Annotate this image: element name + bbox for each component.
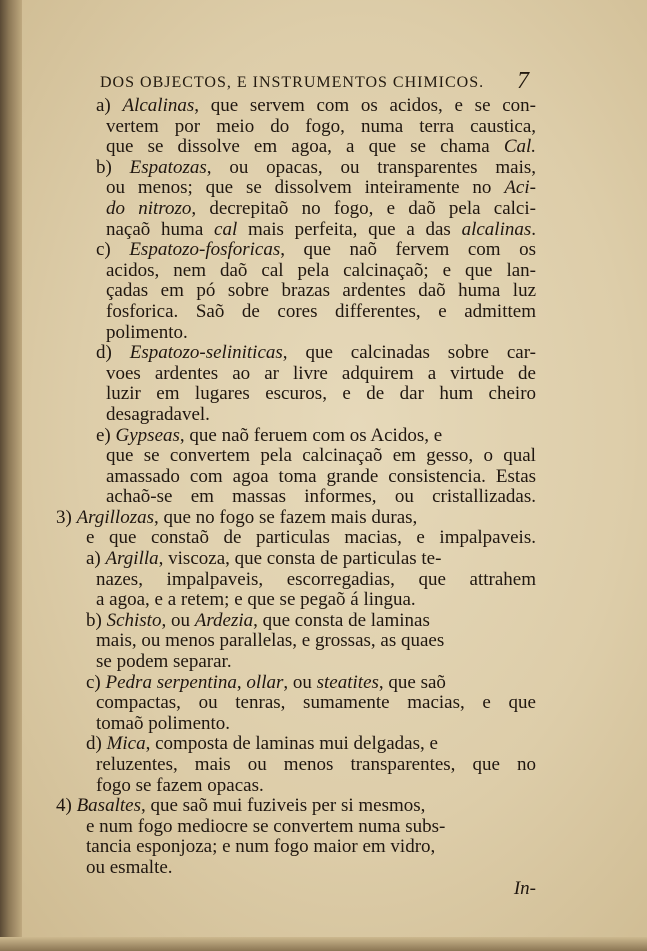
running-head: DOS OBJECTOS, E INSTRUMENTOS CHIMICOS. bbox=[100, 74, 485, 91]
text-line bbox=[56, 281, 536, 302]
text-run: b) bbox=[96, 156, 130, 178]
italic-term: cal bbox=[214, 218, 238, 240]
text-run: e num fogo mediocre se convertem numa subs- bbox=[86, 815, 446, 837]
text-run: e que constaõ de particulas macias, e impalpaveis. bbox=[86, 527, 536, 549]
text-line bbox=[56, 158, 536, 179]
text-run: , que saõ mui fuziveis per si mesmos, bbox=[140, 795, 426, 817]
text-line bbox=[56, 755, 536, 776]
text-line bbox=[56, 858, 536, 879]
text-run: fosforica. Saõ de cores differentes, e admittem bbox=[106, 300, 536, 322]
text-line bbox=[56, 776, 536, 797]
italic-term: Basaltes bbox=[76, 795, 141, 817]
text-run: a) bbox=[96, 95, 123, 116]
text-run: çadas em pó sobre brazas ardentes daõ huma luz bbox=[106, 280, 536, 302]
text-run: que se convertem pela calcinaçaõ em gesso, o qual bbox=[106, 445, 536, 467]
text-line bbox=[56, 96, 536, 117]
text-run: , ou opacas, ou transparentes mais, bbox=[206, 156, 537, 178]
text-run: vertem por meio do fogo, numa terra caustica, bbox=[106, 115, 537, 137]
text-run: acidos, nem daõ cal pela calcinaçaõ; e que lan- bbox=[106, 259, 536, 281]
italic-term: steatites bbox=[316, 671, 379, 693]
text-line bbox=[56, 734, 536, 755]
text-line bbox=[56, 714, 536, 735]
text-line bbox=[56, 508, 536, 529]
text-line bbox=[56, 611, 536, 632]
italic-term: Schisto bbox=[106, 609, 162, 631]
catchword: In- bbox=[513, 877, 536, 899]
italic-term: Ardezia bbox=[194, 609, 254, 631]
italic-term: Espatozo-fosforicas bbox=[129, 239, 281, 261]
text-line bbox=[56, 426, 536, 447]
text-run: e) bbox=[96, 424, 116, 446]
text-run: amassado com agoa toma grande consistencia. Estas bbox=[106, 465, 537, 487]
italic-term: alcalinas bbox=[461, 218, 532, 240]
text-run: , que saõ bbox=[378, 671, 446, 693]
text-run: , composta de laminas mui delgadas, e bbox=[145, 733, 438, 755]
text-run: ou esmalte. bbox=[86, 856, 173, 878]
text-line bbox=[56, 302, 536, 323]
text-line bbox=[56, 323, 536, 344]
text-run: mais perfeita, que a das bbox=[237, 218, 462, 240]
text-run: , que consta de laminas bbox=[253, 609, 430, 631]
text-run: achaõ-se em massas informes, ou cristallizadas. bbox=[106, 486, 537, 508]
italic-term: Argilla bbox=[105, 548, 159, 570]
body-text bbox=[56, 95, 537, 899]
text-line bbox=[56, 652, 536, 673]
text-line bbox=[56, 364, 536, 385]
text-run: nazes, impalpaveis, escorregadias, que attrahem bbox=[96, 568, 536, 590]
italic-term: Espatozas bbox=[129, 156, 207, 178]
text-run: a agoa, e a retem; e que se pegaõ á lingua. bbox=[96, 589, 416, 611]
italic-term: do nitrozo bbox=[106, 197, 192, 219]
italic-term: Pedra serpentina bbox=[105, 671, 237, 693]
page-bottom-edge bbox=[0, 937, 647, 951]
text-line bbox=[56, 199, 536, 220]
text-run: a) bbox=[86, 548, 106, 570]
text-run: tancia esponjoza; e num fogo maior em vidro, bbox=[86, 836, 436, 858]
text-run: . bbox=[531, 218, 536, 240]
text-run: c) bbox=[96, 239, 130, 261]
text-run: , ou bbox=[283, 671, 317, 693]
text-run: voes ardentes ao ar livre adquirem a virtude de bbox=[106, 362, 536, 384]
text-line bbox=[56, 817, 536, 838]
text-line bbox=[56, 240, 536, 261]
text-run: d) bbox=[86, 733, 107, 755]
text-run: , que naõ fervem com os bbox=[280, 239, 536, 261]
text-run: d) bbox=[96, 342, 130, 364]
italic-term: Argillozas bbox=[76, 506, 154, 528]
italic-term: Cal. bbox=[503, 136, 537, 158]
text-line bbox=[56, 220, 536, 241]
text-run: , viscoza, que consta de particulas te- bbox=[158, 548, 442, 570]
text-run: desagradavel. bbox=[106, 403, 210, 425]
text-line bbox=[56, 631, 536, 652]
text-run: mais, ou menos parallelas, e grossas, as quaes bbox=[96, 630, 445, 652]
text-run: , que calcinadas sobre car- bbox=[282, 342, 536, 364]
text-run: compactas, ou tenras, sumamente macias, e que bbox=[96, 692, 536, 714]
text-line bbox=[56, 178, 536, 199]
text-line bbox=[56, 446, 536, 467]
text-run: , que servem com os acidos, e se con- bbox=[194, 95, 536, 116]
text-run: se podem separar. bbox=[96, 651, 232, 673]
italic-term: Aci- bbox=[504, 177, 536, 199]
text-line bbox=[56, 467, 536, 488]
text-line bbox=[56, 693, 536, 714]
text-line bbox=[56, 837, 536, 858]
italic-term: ollar bbox=[246, 671, 284, 693]
text-run: , que no fogo se fazem mais duras, bbox=[154, 506, 418, 528]
text-run: , ou bbox=[161, 609, 195, 631]
text-line bbox=[56, 590, 536, 611]
text-run: , que naõ feruem com os Acidos, e bbox=[179, 424, 443, 446]
text-line bbox=[56, 261, 536, 282]
text-line bbox=[56, 528, 536, 549]
text-line bbox=[56, 384, 536, 405]
text-run: tomaõ polimento. bbox=[96, 712, 231, 734]
text-run: 3) bbox=[56, 506, 77, 528]
italic-term: Alcalinas bbox=[122, 95, 195, 116]
text-run: reluzentes, mais ou menos transparentes, que no bbox=[96, 754, 536, 775]
text-run: ou menos; que se dissolvem inteiramente no bbox=[106, 177, 505, 199]
text-run: b) bbox=[86, 609, 107, 631]
italic-term: Mica bbox=[106, 733, 146, 755]
text-run: 4) bbox=[56, 795, 77, 817]
text-run: que se dissolve em agoa, a que se chama bbox=[106, 136, 504, 158]
text-run: luzir em lugares escuros, e de dar hum cheiro bbox=[106, 383, 537, 405]
text-line bbox=[56, 137, 536, 158]
text-run: naçaõ huma bbox=[106, 218, 215, 240]
text-run: fogo se fazem opacas. bbox=[96, 774, 264, 796]
text-line bbox=[56, 487, 536, 508]
page-gutter-shadow bbox=[0, 0, 22, 951]
text-run: c) bbox=[86, 671, 106, 693]
italic-term: Gypseas bbox=[115, 424, 180, 446]
text-line bbox=[56, 117, 536, 138]
text-line bbox=[56, 673, 536, 694]
text-run: , decrepitaõ no fogo, e daõ pela calci- bbox=[191, 197, 536, 219]
page-number: 7 bbox=[517, 68, 530, 94]
text-run: polimento. bbox=[106, 321, 188, 343]
text-line bbox=[56, 570, 536, 591]
text-run: , bbox=[236, 671, 247, 693]
italic-term: Espatozo-seliniticas bbox=[129, 342, 283, 364]
text-line bbox=[56, 549, 536, 570]
text-line bbox=[56, 343, 536, 364]
text-line bbox=[56, 796, 536, 817]
text-line bbox=[56, 405, 536, 426]
